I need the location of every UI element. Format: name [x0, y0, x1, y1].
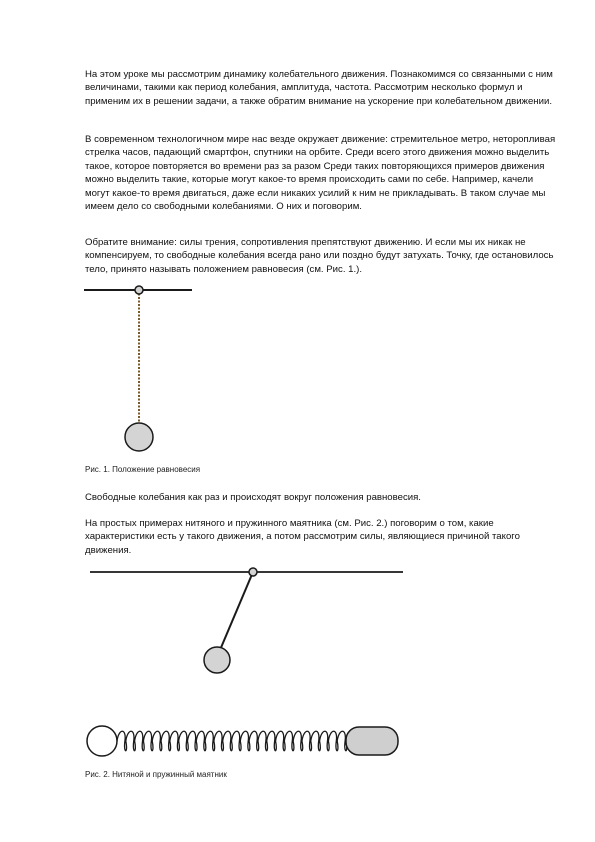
fig2-bob — [204, 647, 230, 673]
paragraph-friction: Обратите внимание: силы трения, сопротивления препятствуют движению. И если мы их никак не компенсируем, то свободные колебания всегда рано или поздно будут затухать. Точку, где остановилось тело, принято называть положением равновесия (см. Рис. 1.). — [85, 237, 554, 275]
paragraph-equilibrium: Свободные колебания как раз и происходят вокруг положения равновесия. — [85, 492, 421, 503]
paragraph-pendulums: На простых примерах нитяного и пружинного маятника (см. Рис. 2.) поговорим о том, какие характеристики есть у такого движения, а потом рассмотрим силы, являющиеся причиной такого движения. — [85, 518, 520, 556]
paragraph-intro: На этом уроке мы рассмотрим динамику колебательного движения. Познакомимся со связанными с ним величинами, такими как период колебания, амплитуда, частота. Рассмотрим несколько формул и применим их в решении задачи, а также обратим внимание на ускорение при колебательном движении. — [85, 69, 553, 107]
spring-block — [346, 727, 398, 755]
fig1-pivot — [135, 286, 143, 294]
spring-anchor — [87, 726, 117, 756]
fig2-pivot — [249, 568, 257, 576]
spring-coil — [117, 731, 347, 751]
figure-2-spring-pendulum — [84, 722, 404, 760]
figure-1-pendulum-equilibrium — [84, 282, 194, 457]
figure-1-caption: Рис. 1. Положение равновесия — [85, 465, 201, 474]
fig1-bob — [125, 423, 153, 451]
figure-2-caption: Рис. 2. Нитяной и пружинный маятник — [85, 770, 227, 779]
fig2-string — [220, 572, 253, 650]
figure-2-string-pendulum — [90, 564, 405, 676]
paragraph-motion: В современном технологичном мире нас везде окружает движение: стремительное метро, неторопливая стрелка часов, падающий смартфон, спутники на орбите. Среди всего этого движения можно выделить такое, которое повторяется во времени раз за разом Среди таких повторяющихся примеров движения можно выделить такие, которые могут какое-то время происходить сами по себе. Например, качели могут какое-то время двигаться, даже если никаких усилий к ним не прикладывать. В таком случае мы имеем дело со свободными колебаниями. О них и поговорим. — [85, 134, 556, 213]
